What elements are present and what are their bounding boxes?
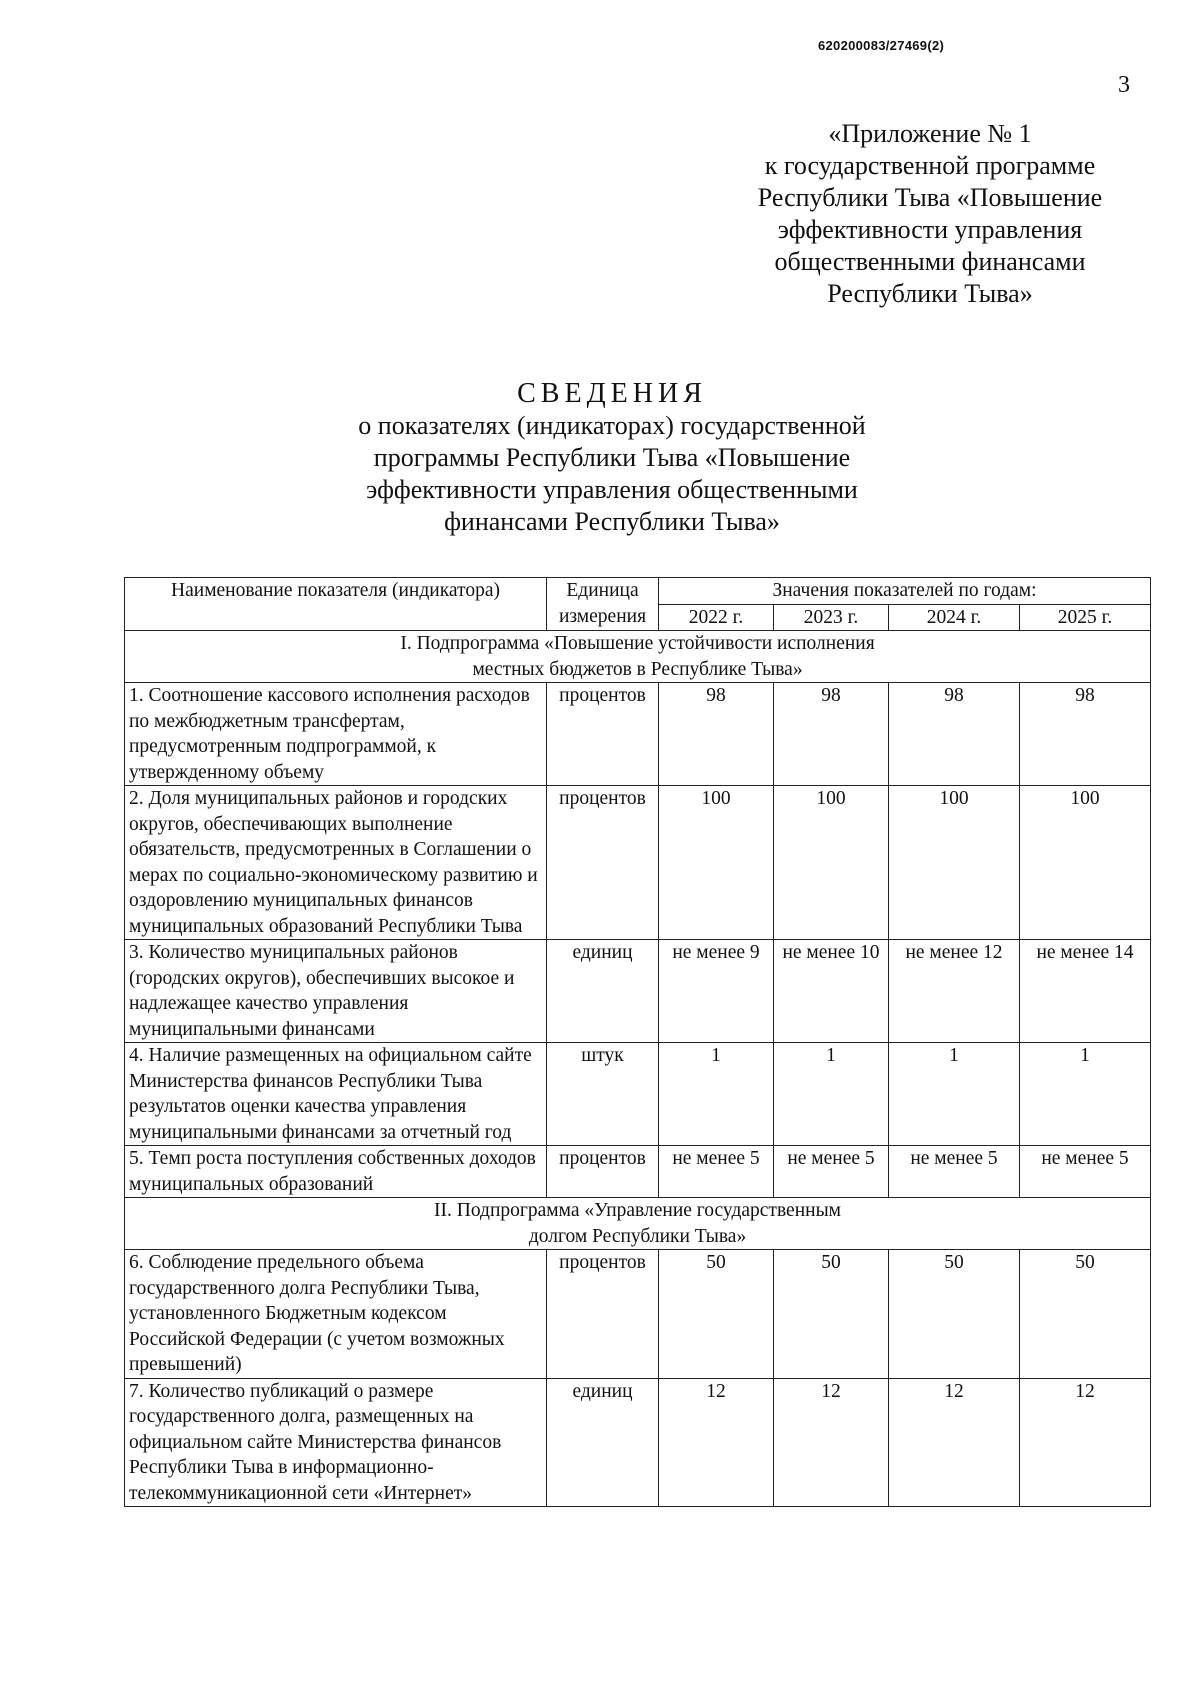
section-row xyxy=(125,1198,1151,1250)
header-unit-line: измерения xyxy=(558,605,647,627)
indicator-name: 2. Доля муниципальных районов и городских округов, обеспечивающих выполнение обязательств, предусмотренных в Соглашении о мерах по социально-экономическому развитию и оздоровлению муниципальных финансов муниципальных образований Республики Тыва xyxy=(125,786,547,940)
title-main: СВЕДЕНИЯ xyxy=(517,378,707,409)
indicator-value: 12 xyxy=(774,1378,889,1507)
indicator-value: 12 xyxy=(889,1378,1020,1507)
table-row xyxy=(125,1043,1151,1146)
indicator-value: 1 xyxy=(774,1043,889,1146)
header-year: 2025 г. xyxy=(1020,604,1151,631)
section-title-line: I. Подпрограмма «Повышение устойчивости исполнения xyxy=(400,633,875,654)
table-row xyxy=(125,683,1151,786)
header-unit-line: Единица xyxy=(566,580,639,601)
page-number: 3 xyxy=(1118,72,1130,98)
subtitle-line: финансами Республики Тыва» xyxy=(444,507,780,536)
table-row xyxy=(125,940,1151,1043)
indicator-value: 1 xyxy=(1020,1043,1151,1146)
indicator-name: 1. Соотношение кассового исполнения расходов по межбюджетным трансфертам, предусмотренным подпрограммой, к утвержденному объему xyxy=(125,683,547,786)
section-title-line: II. Подпрограмма «Управление государственным xyxy=(434,1200,842,1221)
indicator-value: 1 xyxy=(889,1043,1020,1146)
header-year: 2023 г. xyxy=(774,604,889,631)
indicator-value: 98 xyxy=(659,683,774,786)
indicator-value: 1 xyxy=(659,1043,774,1146)
appendix-reference xyxy=(700,118,1160,310)
indicator-value: 12 xyxy=(1020,1378,1151,1507)
subtitle-line: о показателях (индикаторах) государственной xyxy=(358,411,866,440)
indicator-unit: единиц xyxy=(547,940,659,1043)
header-unit xyxy=(547,578,659,631)
section-title-line: местных бюджетов в Республике Тыва» xyxy=(472,658,803,680)
document-id: 620200083/27469(2) xyxy=(818,38,945,53)
indicator-unit: процентов xyxy=(547,786,659,940)
table-header-row xyxy=(125,578,1151,605)
appendix-line: общественными финансами xyxy=(774,247,1086,276)
indicator-name: 7. Количество публикаций о размере государственного долга, размещенных на официальном сайте Министерства финансов Республики Тыва в информационно-телекоммуникационной сети «Интернет» xyxy=(125,1378,547,1507)
header-values-group: Значения показателей по годам: xyxy=(659,578,1151,605)
section-title xyxy=(125,1198,1151,1250)
table-row xyxy=(125,1250,1151,1379)
indicator-name: 3. Количество муниципальных районов (городских округов), обеспечивших высокое и надлежащее качество управления муниципальными финансами xyxy=(125,940,547,1043)
indicator-value: не менее 12 xyxy=(889,940,1020,1043)
indicator-value: не менее 5 xyxy=(659,1146,774,1198)
indicator-name: 6. Соблюдение предельного объема государственного долга Республики Тыва, установленного Бюджетным кодексом Российской Федерации (с учетом возможных превышений) xyxy=(125,1250,547,1379)
indicator-value: не менее 10 xyxy=(774,940,889,1043)
section-title-line: долгом Республики Тыва» xyxy=(528,1225,747,1247)
section-row xyxy=(125,631,1151,683)
section-title xyxy=(125,631,1151,683)
appendix-line: Республики Тыва» xyxy=(827,279,1033,308)
indicator-value: 50 xyxy=(1020,1250,1151,1379)
appendix-line: «Приложение № 1 xyxy=(828,119,1032,148)
indicator-unit: процентов xyxy=(547,1146,659,1198)
indicator-value: не менее 5 xyxy=(1020,1146,1151,1198)
document-title xyxy=(286,378,938,538)
table-row xyxy=(125,1146,1151,1198)
indicator-name: 4. Наличие размещенных на официальном сайте Министерства финансов Республики Тыва результатов оценки качества управления муниципальными финансами за отчетный год xyxy=(125,1043,547,1146)
indicator-value: 100 xyxy=(659,786,774,940)
indicators-table xyxy=(124,577,1151,1507)
indicator-value: 98 xyxy=(1020,683,1151,786)
indicator-value: не менее 5 xyxy=(774,1146,889,1198)
appendix-line: к государственной программе xyxy=(764,151,1096,180)
indicator-value: 50 xyxy=(659,1250,774,1379)
indicator-value: 12 xyxy=(659,1378,774,1507)
indicator-value: 50 xyxy=(889,1250,1020,1379)
indicator-value: 100 xyxy=(1020,786,1151,940)
appendix-line: эффективности управления xyxy=(777,215,1083,244)
table-row xyxy=(125,1378,1151,1507)
subtitle-line: программы Республики Тыва «Повышение xyxy=(373,443,851,472)
title-subtitle xyxy=(286,410,938,538)
subtitle-line: эффективности управления общественными xyxy=(366,475,858,504)
indicator-value: не менее 9 xyxy=(659,940,774,1043)
table-row xyxy=(125,786,1151,940)
header-year: 2024 г. xyxy=(889,604,1020,631)
header-year: 2022 г. xyxy=(659,604,774,631)
indicator-name: 5. Темп роста поступления собственных доходов муниципальных образований xyxy=(125,1146,547,1198)
indicator-value: 98 xyxy=(774,683,889,786)
indicator-value: не менее 14 xyxy=(1020,940,1151,1043)
indicator-unit: процентов xyxy=(547,1250,659,1379)
indicator-value: 50 xyxy=(774,1250,889,1379)
header-name: Наименование показателя (индикатора) xyxy=(125,578,547,631)
indicator-unit: штук xyxy=(547,1043,659,1146)
indicator-value: 100 xyxy=(774,786,889,940)
indicator-value: 100 xyxy=(889,786,1020,940)
appendix-line: Республики Тыва «Повышение xyxy=(757,183,1103,212)
indicator-value: 98 xyxy=(889,683,1020,786)
indicator-value: не менее 5 xyxy=(889,1146,1020,1198)
indicator-unit: процентов xyxy=(547,683,659,786)
indicator-unit: единиц xyxy=(547,1378,659,1507)
